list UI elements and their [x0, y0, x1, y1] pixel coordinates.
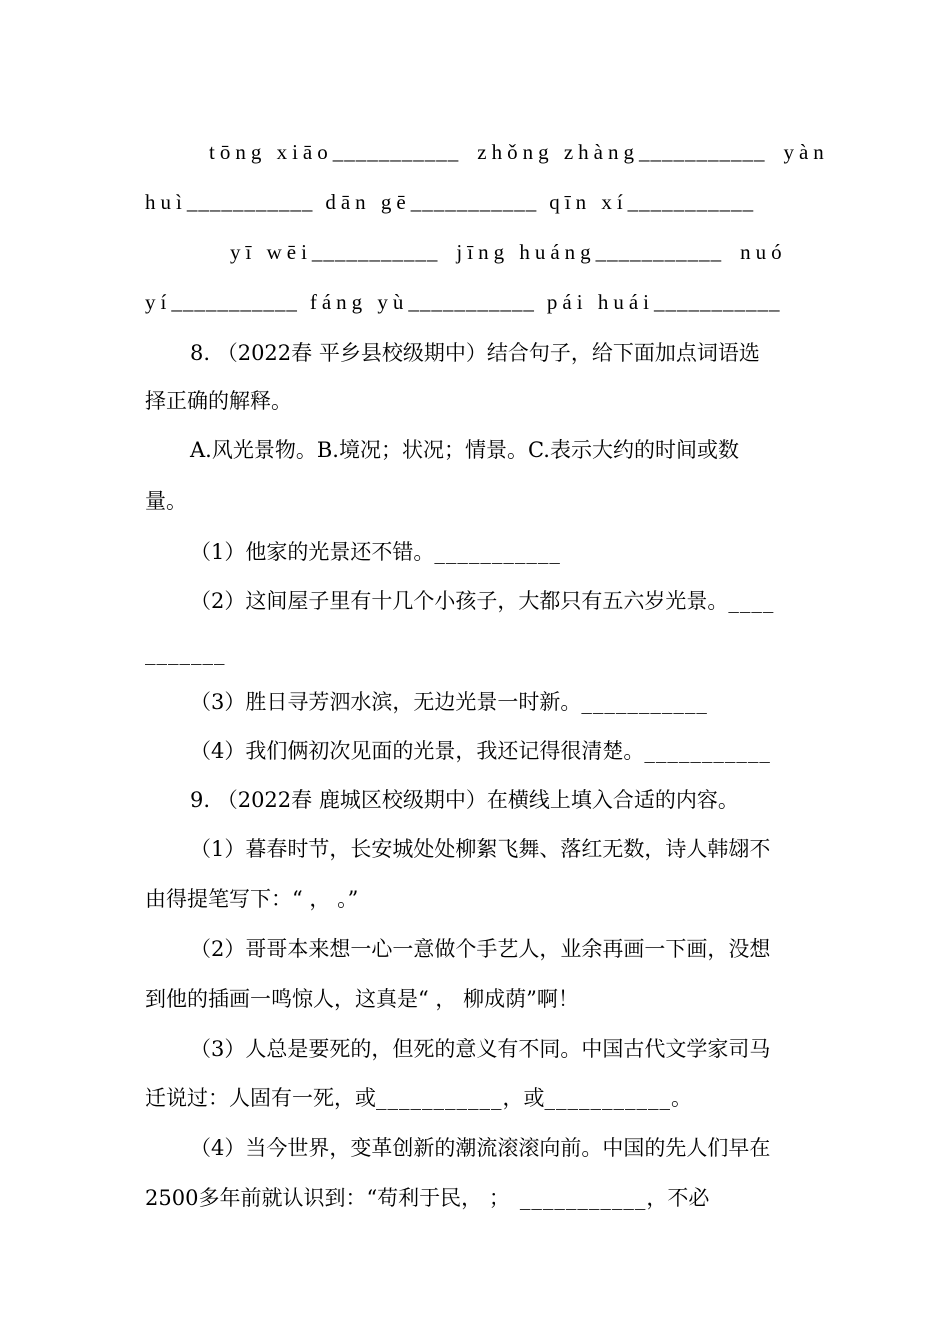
answer-blank: ___________ [627, 190, 755, 214]
answer-blank: ___________ [644, 739, 771, 763]
text: 。 [671, 1086, 692, 1110]
q9-stem: 9. （2022春 鹿城区校级期中）在横线上填入合适的内容。 [190, 788, 739, 812]
text: 2500多年前就认识到：“苟利于民， ； [145, 1186, 510, 1210]
pinyin-word: yī wēi [230, 240, 312, 264]
answer-blank: ____ [728, 589, 775, 613]
pinyin-row-4 [0, 287, 950, 317]
q9-part3-line2 [0, 1083, 950, 1113]
answer-blank: ___________ [434, 540, 561, 564]
answer-blank: ___________ [332, 140, 460, 164]
pinyin-word: yí [145, 290, 172, 314]
q9-part2-line2: 到他的插画一鸣惊人，这真是“ ， 柳成荫”啊！ [145, 987, 579, 1011]
answer-blank: ___________ [653, 290, 781, 314]
answer-blank: ___________ [311, 240, 439, 264]
pinyin-row-3 [0, 237, 950, 267]
q8-options-line1: A.风光景物。B.境况；状况；情景。C.表示大约的时间或数 [190, 438, 739, 462]
text: ，或 [502, 1086, 545, 1110]
text: 迁说过：人固有一死，或 [145, 1086, 376, 1110]
q9-part2-line1: （2）哥哥本来想一心一意做个手艺人，业余再画一下画，没想 [190, 937, 771, 961]
q8-item-1 [0, 537, 950, 567]
answer-blank: ___________ [638, 140, 766, 164]
pinyin-word: huì [145, 190, 187, 214]
q8-item-2-continuation [0, 638, 950, 668]
pinyin-word: tōng xiāo [209, 140, 333, 164]
item-text: （4）我们俩初次见面的光景，我还记得很清楚。 [190, 739, 645, 763]
item-text: （3）胜日寻芳泗水滨，无边光景一时新。 [190, 690, 582, 714]
q9-part3-line1: （3）人总是要死的，但死的意义有不同。中国古代文学家司马 [190, 1037, 771, 1061]
answer-blank: ___________ [410, 190, 538, 214]
q9-part1-line2: 由得提笔写下：“ ， 。” [145, 887, 359, 911]
answer-blank: ___________ [408, 290, 535, 314]
pinyin-word: zhǒng zhàng [477, 140, 639, 164]
q8-item-2 [0, 586, 950, 616]
answer-blank: ___________ [186, 190, 314, 214]
pinyin-word: fáng yù [309, 290, 409, 314]
item-text: （2）这间屋子里有十几个小孩子，大都只有五六岁光景。 [190, 589, 729, 613]
pinyin-row-2 [0, 187, 950, 217]
answer-blank: ___________ [544, 1086, 671, 1110]
q8-stem-line2: 择正确的解释。 [145, 389, 292, 413]
item-text: （1）他家的光景还不错。 [190, 540, 435, 564]
pinyin-word: yàn [783, 140, 829, 164]
q8-item-3 [0, 687, 950, 717]
pinyin-word: pái huái [546, 290, 654, 314]
q8-item-4 [0, 736, 950, 766]
q8-stem-line1: 8. （2022春 平乡县校级期中）结合句子，给下面加点词语选 [190, 341, 760, 365]
q9-part4-line2 [0, 1183, 950, 1213]
answer-blank: ___________ [595, 240, 723, 264]
answer-blank: ___________ [171, 290, 298, 314]
text: ，不必 [646, 1186, 710, 1210]
pinyin-word: jīng huáng [456, 240, 596, 264]
pinyin-word: qīn xí [549, 190, 628, 214]
answer-blank: ___________ [519, 1186, 647, 1210]
pinyin-word: dān gē [325, 190, 411, 214]
q9-part1-line1: （1）暮春时节，长安城处处柳絮飞舞、落红无数，诗人韩翃不 [190, 837, 771, 861]
pinyin-row-1 [0, 137, 950, 167]
q9-part4-line1: （4）当今世界，变革创新的潮流滚滚向前。中国的先人们早在 [190, 1136, 771, 1160]
q8-options-line2: 量。 [145, 489, 187, 513]
answer-blank: ___________ [581, 690, 708, 714]
answer-blank: ___________ [376, 1086, 503, 1110]
answer-blank: _______ [145, 641, 226, 665]
pinyin-word: nuó [740, 240, 787, 264]
